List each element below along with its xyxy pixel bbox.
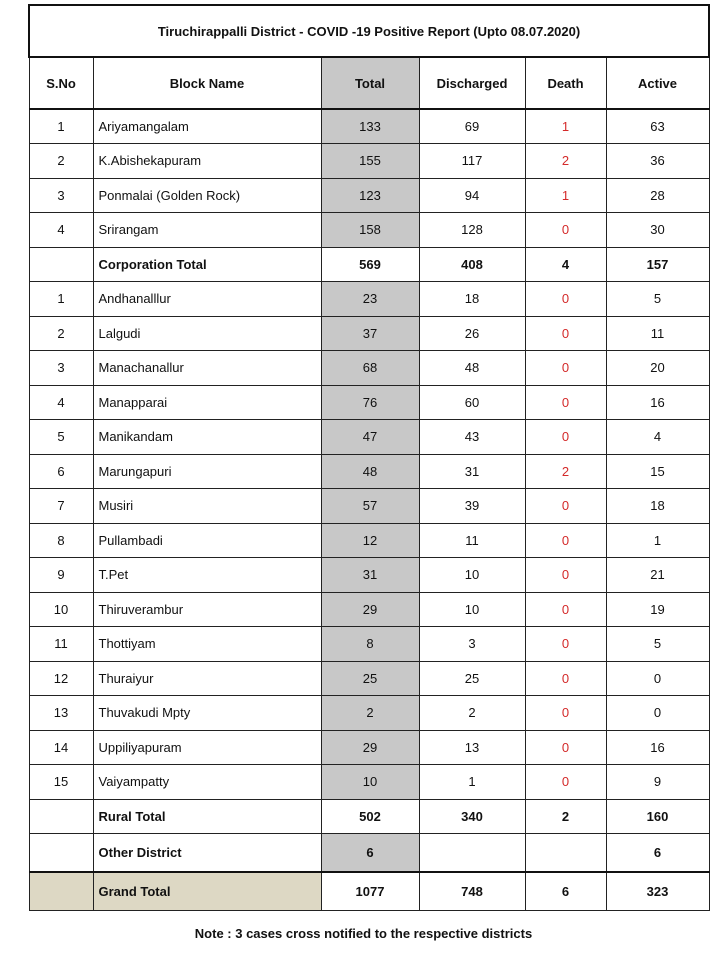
cell-death: 2: [525, 454, 606, 489]
cell-active: 19: [606, 592, 709, 627]
cell-sno: 7: [29, 489, 93, 524]
cell-death: 0: [525, 523, 606, 558]
cell-sno: 15: [29, 765, 93, 800]
cell-discharged: 10: [419, 558, 525, 593]
cell-block-name: K.Abishekapuram: [93, 144, 321, 179]
table-row: [29, 489, 709, 524]
cell-discharged: 69: [419, 109, 525, 144]
cell-active: 1: [606, 523, 709, 558]
table-row: [29, 730, 709, 765]
table-row: [29, 385, 709, 420]
cell-total: 8: [321, 627, 419, 662]
cell-death: 0: [525, 385, 606, 420]
table-row: [29, 765, 709, 800]
table-row: [29, 696, 709, 731]
cell-active: 9: [606, 765, 709, 800]
cell-death: 0: [525, 489, 606, 524]
cell-active: 4: [606, 420, 709, 455]
cell-death: 1: [525, 109, 606, 144]
cell-active: 15: [606, 454, 709, 489]
header-sno: S.No: [29, 57, 93, 109]
cell-death: 2: [525, 799, 606, 834]
covid-report-table: [28, 4, 710, 911]
cell-block-name: Andhanalllur: [93, 282, 321, 317]
cell-block-name: Thiruverambur: [93, 592, 321, 627]
cell-block-name: Ariyamangalam: [93, 109, 321, 144]
cell-block-name: Manikandam: [93, 420, 321, 455]
cell-block-name: Rural Total: [93, 799, 321, 834]
cell-block-name: Lalgudi: [93, 316, 321, 351]
cell-sno: [29, 799, 93, 834]
cell-death: 0: [525, 730, 606, 765]
cell-sno: [29, 872, 93, 911]
cell-active: 160: [606, 799, 709, 834]
corporation-total-row: [29, 247, 709, 282]
cell-total: 569: [321, 247, 419, 282]
cell-active: 0: [606, 696, 709, 731]
cell-discharged: 748: [419, 872, 525, 911]
table-row: [29, 420, 709, 455]
cell-discharged: 340: [419, 799, 525, 834]
cell-sno: 2: [29, 144, 93, 179]
cell-discharged: 43: [419, 420, 525, 455]
header-death: Death: [525, 57, 606, 109]
cell-active: 16: [606, 385, 709, 420]
header-discharged: Discharged: [419, 57, 525, 109]
cell-active: 63: [606, 109, 709, 144]
cell-death: 0: [525, 316, 606, 351]
header-active: Active: [606, 57, 709, 109]
cell-sno: 3: [29, 178, 93, 213]
cell-total: 10: [321, 765, 419, 800]
cell-discharged: 48: [419, 351, 525, 386]
cell-block-name: Thuvakudi Mpty: [93, 696, 321, 731]
cell-block-name: Srirangam: [93, 213, 321, 248]
cell-active: 36: [606, 144, 709, 179]
cell-sno: 12: [29, 661, 93, 696]
cell-discharged: 11: [419, 523, 525, 558]
cell-total: 47: [321, 420, 419, 455]
table-row: [29, 178, 709, 213]
cell-total: 23: [321, 282, 419, 317]
cell-sno: 1: [29, 282, 93, 317]
cell-active: 20: [606, 351, 709, 386]
cell-discharged: 31: [419, 454, 525, 489]
cell-discharged: 117: [419, 144, 525, 179]
cell-discharged: [419, 834, 525, 872]
cell-discharged: 18: [419, 282, 525, 317]
table-row: [29, 213, 709, 248]
cell-block-name: Other District: [93, 834, 321, 872]
other-district-row: [29, 834, 709, 872]
cell-discharged: 10: [419, 592, 525, 627]
cell-death: 0: [525, 213, 606, 248]
cell-death: 0: [525, 696, 606, 731]
cell-death: 1: [525, 178, 606, 213]
cell-death: 4: [525, 247, 606, 282]
cell-sno: 3: [29, 351, 93, 386]
header-block-name: Block Name: [93, 57, 321, 109]
cell-death: 6: [525, 872, 606, 911]
cell-active: 323: [606, 872, 709, 911]
cell-discharged: 26: [419, 316, 525, 351]
cell-active: 21: [606, 558, 709, 593]
cell-total: 25: [321, 661, 419, 696]
table-row: [29, 592, 709, 627]
cell-active: 157: [606, 247, 709, 282]
grand-total-row: [29, 872, 709, 911]
table-row: [29, 661, 709, 696]
table-row: [29, 454, 709, 489]
cell-block-name: Uppiliyapuram: [93, 730, 321, 765]
table-row: [29, 558, 709, 593]
cell-block-name: Musiri: [93, 489, 321, 524]
cell-total: 29: [321, 730, 419, 765]
cell-active: 5: [606, 627, 709, 662]
table-row: [29, 109, 709, 144]
cell-death: 2: [525, 144, 606, 179]
cell-discharged: 1: [419, 765, 525, 800]
table-row: [29, 144, 709, 179]
cell-block-name: Ponmalai (Golden Rock): [93, 178, 321, 213]
title-row: [29, 5, 709, 57]
cell-death: [525, 834, 606, 872]
table-row: [29, 316, 709, 351]
cell-death: 0: [525, 282, 606, 317]
cell-total: 2: [321, 696, 419, 731]
cell-total: 29: [321, 592, 419, 627]
cell-death: 0: [525, 627, 606, 662]
cell-block-name: Manachanallur: [93, 351, 321, 386]
cell-total: 502: [321, 799, 419, 834]
rural-total-row: [29, 799, 709, 834]
cell-discharged: 39: [419, 489, 525, 524]
cell-death: 0: [525, 765, 606, 800]
cell-sno: 2: [29, 316, 93, 351]
cell-discharged: 2: [419, 696, 525, 731]
cell-discharged: 60: [419, 385, 525, 420]
footnote: Note : 3 cases cross notified to the respective districts: [194, 926, 533, 941]
cell-block-name: Thottiyam: [93, 627, 321, 662]
cell-total: 133: [321, 109, 419, 144]
cell-block-name: Vaiyampatty: [93, 765, 321, 800]
cell-total: 1077: [321, 872, 419, 911]
cell-sno: 5: [29, 420, 93, 455]
cell-sno: 6: [29, 454, 93, 489]
cell-sno: 4: [29, 385, 93, 420]
cell-sno: [29, 834, 93, 872]
cell-death: 0: [525, 661, 606, 696]
cell-death: 0: [525, 351, 606, 386]
cell-block-name: Grand Total: [93, 872, 321, 911]
cell-sno: 13: [29, 696, 93, 731]
cell-active: 11: [606, 316, 709, 351]
cell-sno: 8: [29, 523, 93, 558]
cell-discharged: 13: [419, 730, 525, 765]
cell-sno: 1: [29, 109, 93, 144]
cell-total: 31: [321, 558, 419, 593]
cell-sno: 9: [29, 558, 93, 593]
cell-active: 28: [606, 178, 709, 213]
cell-sno: 10: [29, 592, 93, 627]
cell-active: 0: [606, 661, 709, 696]
cell-total: 76: [321, 385, 419, 420]
table-row: [29, 523, 709, 558]
cell-block-name: T.Pet: [93, 558, 321, 593]
cell-total: 123: [321, 178, 419, 213]
cell-block-name: Corporation Total: [93, 247, 321, 282]
cell-discharged: 408: [419, 247, 525, 282]
cell-total: 12: [321, 523, 419, 558]
cell-sno: 4: [29, 213, 93, 248]
cell-total: 48: [321, 454, 419, 489]
cell-block-name: Thuraiyur: [93, 661, 321, 696]
cell-active: 18: [606, 489, 709, 524]
cell-discharged: 25: [419, 661, 525, 696]
cell-block-name: Marungapuri: [93, 454, 321, 489]
cell-discharged: 3: [419, 627, 525, 662]
cell-sno: 14: [29, 730, 93, 765]
cell-death: 0: [525, 558, 606, 593]
cell-total: 155: [321, 144, 419, 179]
cell-death: 0: [525, 592, 606, 627]
header-row: [29, 57, 709, 109]
cell-discharged: 128: [419, 213, 525, 248]
cell-total: 68: [321, 351, 419, 386]
header-total: Total: [321, 57, 419, 109]
cell-discharged: 94: [419, 178, 525, 213]
cell-active: 5: [606, 282, 709, 317]
report-title: Tiruchirappalli District - COVID -19 Positive Report (Upto 08.07.2020): [29, 5, 709, 57]
cell-active: 30: [606, 213, 709, 248]
cell-total: 158: [321, 213, 419, 248]
cell-block-name: Pullambadi: [93, 523, 321, 558]
cell-block-name: Manapparai: [93, 385, 321, 420]
table-row: [29, 627, 709, 662]
cell-total: 6: [321, 834, 419, 872]
cell-active: 16: [606, 730, 709, 765]
table-row: [29, 351, 709, 386]
cell-sno: 11: [29, 627, 93, 662]
cell-total: 57: [321, 489, 419, 524]
cell-active: 6: [606, 834, 709, 872]
cell-total: 37: [321, 316, 419, 351]
cell-sno: [29, 247, 93, 282]
cell-death: 0: [525, 420, 606, 455]
table-row: [29, 282, 709, 317]
